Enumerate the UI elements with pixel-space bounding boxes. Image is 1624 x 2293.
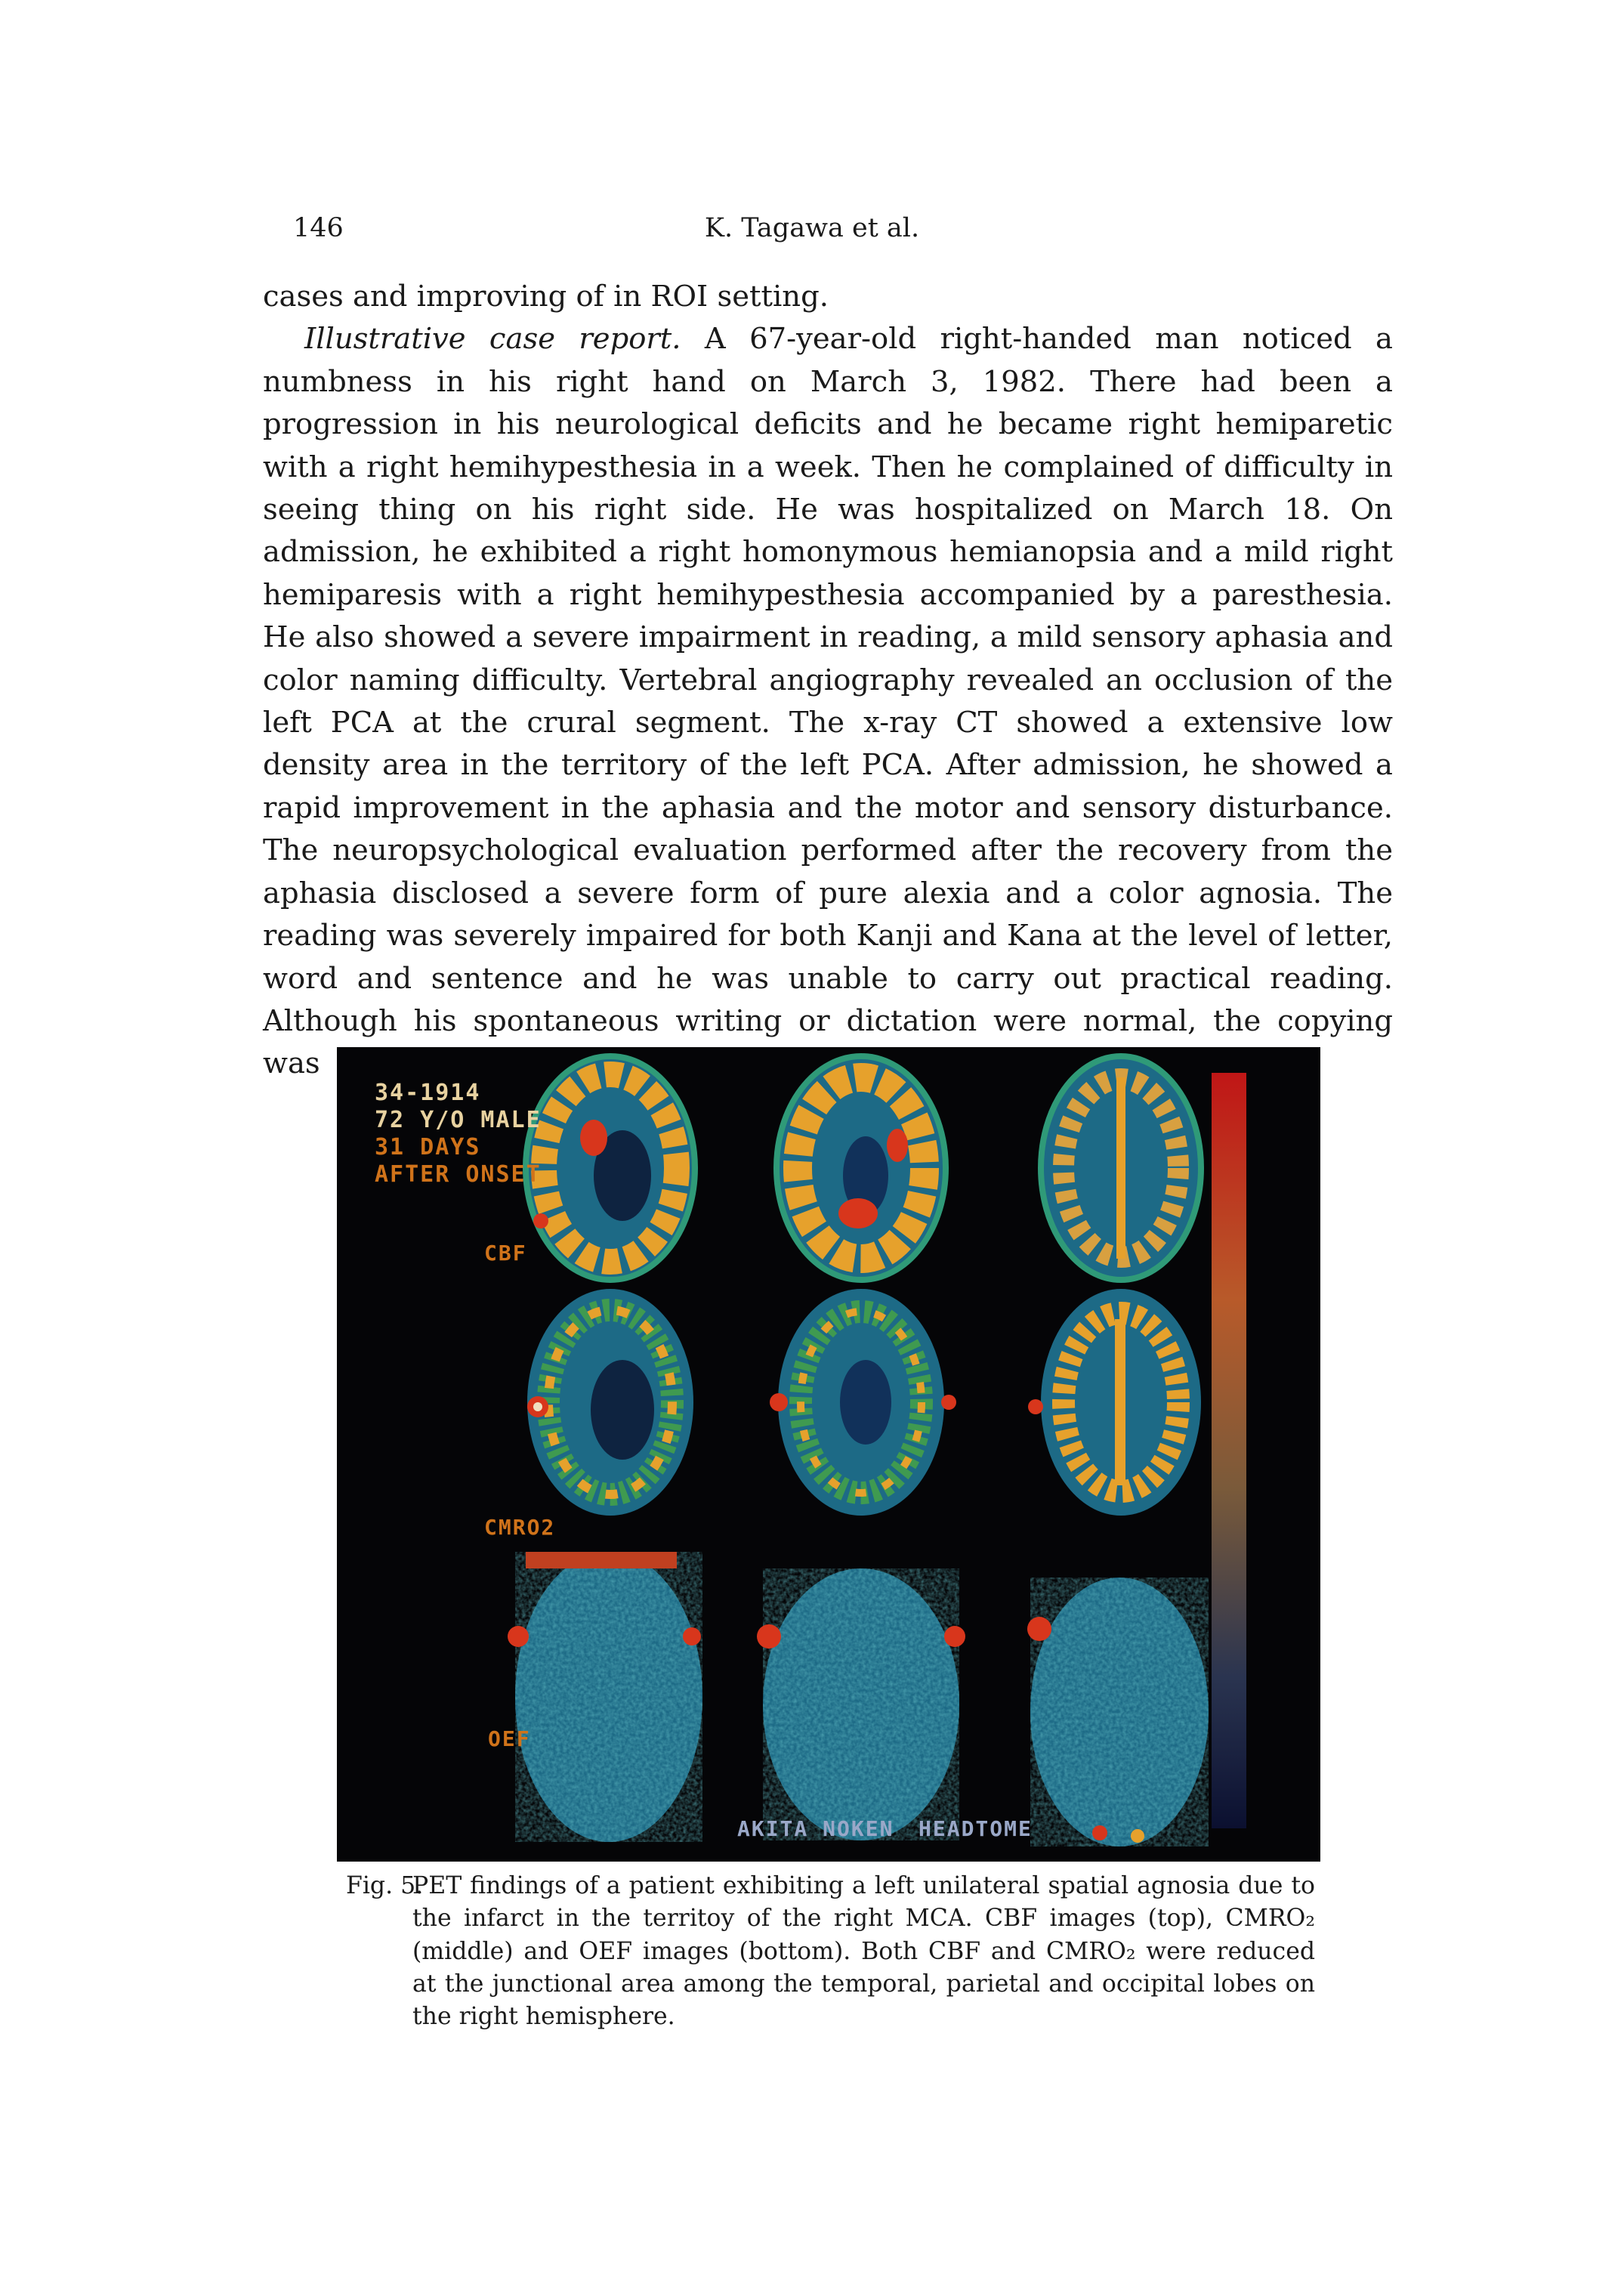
pet-image: [337, 1047, 1320, 1862]
body-text: [263, 276, 1393, 1086]
onset-label: AFTER ONSET: [375, 1161, 542, 1188]
case-report-text: A 67-year-old right-handed man noticed a numbness in his right hand on March 3, 1982. There had been a progression in his neurological deficits and he became right hemiparetic with a right hemihypesthesia in a week. Then he complained of difficulty in seeing thing on his right side. He was hospitalized on March 18. On admission, he exhibited a right homonymous hemianopsia and a mild right hemiparesis with a right hemihypesthesia accompanied by a paresthesia. He also showed a severe impairment in reading, a mild sensory aphasia and color naming difficulty. Vertebral angiography revealed an occlusion of the left PCA at the crural segment. The x-ray CT showed a extensive low density area in the territory of the left PCA. After admission, he showed a rapid improvement in the aphasia and the motor and sensory disturbance. The neuropsychological evaluation performed after the recovery from the aphasia disclosed a severe form of pure alexia and a color agnosia. The reading was severely impaired for both Kanji and Kana at the level of letter, word and sentence and he was unable to carry out practical reading. Although his spontaneous writing or dictation were normal, the copying was: [263, 322, 1393, 1081]
days-label: 31 DAYS: [375, 1134, 481, 1160]
cbf-slice-1: [524, 1055, 696, 1281]
case-report-heading: Illustrative case report.: [304, 322, 681, 357]
figure-caption: [346, 1870, 1315, 2033]
oef-slice-2: [757, 1568, 965, 1840]
cbf-slice-3: [1039, 1055, 1203, 1281]
color-scale-bar: [1212, 1073, 1246, 1828]
institution-label: AKITA NOKEN: [737, 1816, 894, 1841]
caption-text: PET findings of a patient exhibiting a left unilateral spatial agnosia due to the infarct in the territoy of the right MCA. CBF images (top), CMRO₂ (middle) and OEF images (bottom). Both CBF and CMRO₂ were reduced at the junctional area among the temporal, parietal and occipital lobes on the right hemisphere.: [412, 1872, 1315, 2031]
page-number: 146: [293, 213, 344, 243]
oef-row-label: OEF: [488, 1726, 531, 1751]
scanner-label: HEADTOME: [919, 1816, 1033, 1841]
cbf-slice-2: [775, 1055, 947, 1281]
pet-figure: [337, 1047, 1320, 1862]
paragraph-2: [263, 318, 1393, 1085]
patient-id-label: 34-1914: [375, 1080, 481, 1106]
oef-slice-3: [1027, 1578, 1209, 1846]
cmro2-slice-1: [527, 1289, 693, 1516]
cmro2-slice-2: [770, 1289, 956, 1516]
patient-age-label: 72 Y/O MALE: [375, 1107, 542, 1133]
oef-slice-1: [508, 1552, 702, 1842]
running-head: K. Tagawa et al.: [704, 213, 920, 243]
cmro2-row-label: CMRO2: [484, 1515, 556, 1540]
paragraph-1: cases and improving of in ROI setting.: [263, 280, 829, 314]
cmro2-slice-3: [1028, 1289, 1201, 1516]
figure-label: Fig. 5.: [346, 1872, 424, 1899]
cbf-row-label: CBF: [484, 1241, 527, 1265]
